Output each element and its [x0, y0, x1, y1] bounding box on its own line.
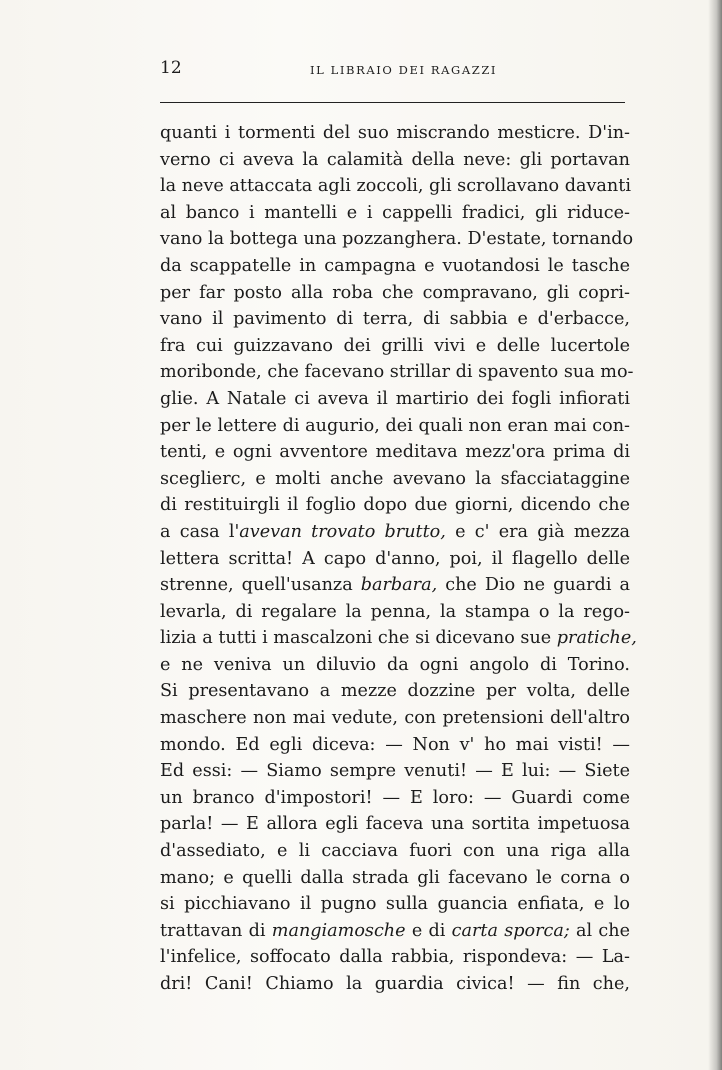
text-span: maschere non mai vedute, con pretensioni dell'altro — [160, 708, 630, 729]
text-span: al banco i mantelli e i cappelli fradici, gli riduce- — [160, 202, 630, 223]
text-line — [160, 811, 630, 838]
text-line — [160, 865, 630, 892]
text-span: tenti, e ogni avventore meditava mezz'ora prima di — [160, 442, 630, 463]
text-span: vano la bottega una pozzanghera. D'estate, tornando — [160, 229, 634, 250]
text-span: mondo. Ed egli diceva: — Non v' ho mai visti! — — [160, 734, 630, 755]
text-line — [160, 120, 630, 147]
italic-span: mangiamosche — [271, 920, 406, 941]
italic-span: barbara, — [360, 575, 438, 596]
text-line — [160, 546, 630, 573]
text-span: verno ci aveva la calamità della neve: gli portavan — [160, 149, 630, 170]
text-span: che Dio ne guardi a — [437, 575, 630, 596]
text-line — [160, 971, 630, 998]
text-span: si picchiavano il pugno sulla guancia enfiata, e lo — [160, 894, 630, 915]
body-text — [160, 120, 637, 998]
text-line — [160, 944, 630, 971]
text-span: l'infelice, soffocato dalla rabbia, rispondeva: — La- — [160, 947, 630, 968]
text-span: strenne, quell'usanza — [160, 575, 361, 596]
text-line — [160, 253, 630, 280]
italic-span: pratiche, — [556, 628, 637, 649]
text-span: da scappatelle in campagna e vuotandosi le tasche — [160, 255, 630, 276]
text-span: sceglierc, e molti anche avevano la sfacciataggine — [160, 468, 630, 489]
text-line — [160, 599, 630, 626]
text-line — [160, 705, 630, 732]
text-line — [160, 758, 630, 785]
text-span: e di — [405, 920, 452, 941]
text-line — [160, 413, 630, 440]
text-line — [160, 439, 630, 466]
text-line — [160, 492, 630, 519]
text-span: moribonde, che facevano strillar di spavento sua mo- — [160, 362, 634, 383]
text-line — [160, 226, 634, 253]
text-line — [160, 785, 630, 812]
text-line — [160, 173, 630, 200]
text-span: vano il pavimento di terra, di sabbia e d'erbacce, — [160, 309, 630, 330]
text-line — [160, 386, 630, 413]
text-span: un branco d'impostori! — E loro: — Guardi come — [160, 787, 630, 808]
text-line — [160, 200, 630, 227]
text-line — [160, 918, 630, 945]
text-line — [160, 333, 630, 360]
header-rule — [160, 102, 625, 103]
text-span: al che — [569, 920, 630, 941]
binding-shadow — [708, 0, 722, 1070]
text-span: la neve attaccata agli zoccoli, gli scrollavano davanti — [160, 176, 631, 197]
text-line — [160, 466, 630, 493]
text-line — [160, 147, 630, 174]
text-span: glie. A Natale ci aveva il martirio dei fogli infiorati — [160, 388, 630, 409]
text-span: fra cui guizzavano dei grilli vivi e delle lucertole — [160, 335, 630, 356]
text-line — [160, 572, 630, 599]
text-line — [160, 891, 630, 918]
text-span: lizia a tutti i mascalzoni che si dicevano sue — [160, 628, 557, 649]
text-line — [160, 678, 630, 705]
text-span: e ne veniva un diluvio da ogni angolo di Torino. — [160, 654, 630, 675]
text-line — [160, 519, 630, 546]
text-span: e c' era già mezza — [445, 521, 630, 542]
italic-span: carta sporca; — [451, 920, 570, 941]
text-line — [160, 652, 630, 679]
text-line — [160, 359, 634, 386]
text-span: Ed essi: — Siamo sempre venuti! — E lui: — Siete — [160, 761, 630, 782]
text-span: levarla, di regalare la penna, la stampa o la rego- — [160, 601, 630, 622]
text-span: Si presentavano a mezze dozzine per volta, delle — [160, 681, 630, 702]
running-title: IL LIBRAIO DEI RAGAZZI — [310, 63, 498, 77]
text-span: lettera scritta! A capo d'anno, poi, il flagello delle — [160, 548, 630, 569]
text-span: di restituirgli il foglio dopo due giorni, dicendo che — [160, 495, 630, 516]
text-span: trattavan di — [160, 920, 272, 941]
text-line — [160, 625, 637, 652]
text-line — [160, 732, 630, 759]
text-span: per le lettere di augurio, dei quali non eran mai con- — [160, 415, 630, 436]
text-span: mano; e quelli dalla strada gli facevano le corna o — [160, 867, 630, 888]
text-span: parla! — E allora egli faceva una sortita impetuosa — [160, 814, 630, 835]
text-span: d'assediato, e li cacciava fuori con una riga alla — [160, 841, 630, 862]
text-line — [160, 838, 630, 865]
text-span: quanti i tormenti del suo miscrando mesticre. D'in- — [160, 123, 630, 143]
page-number: 12 — [160, 58, 182, 78]
text-span: dri! Cani! Chiamo la guardia civica! — fin che, — [160, 974, 630, 994]
text-line — [160, 306, 630, 333]
italic-span: avevan trovato brutto, — [239, 521, 446, 542]
text-line — [160, 280, 630, 307]
text-span: per far posto alla roba che compravano, gli copri- — [160, 282, 630, 303]
text-span: a casa l' — [160, 521, 240, 542]
